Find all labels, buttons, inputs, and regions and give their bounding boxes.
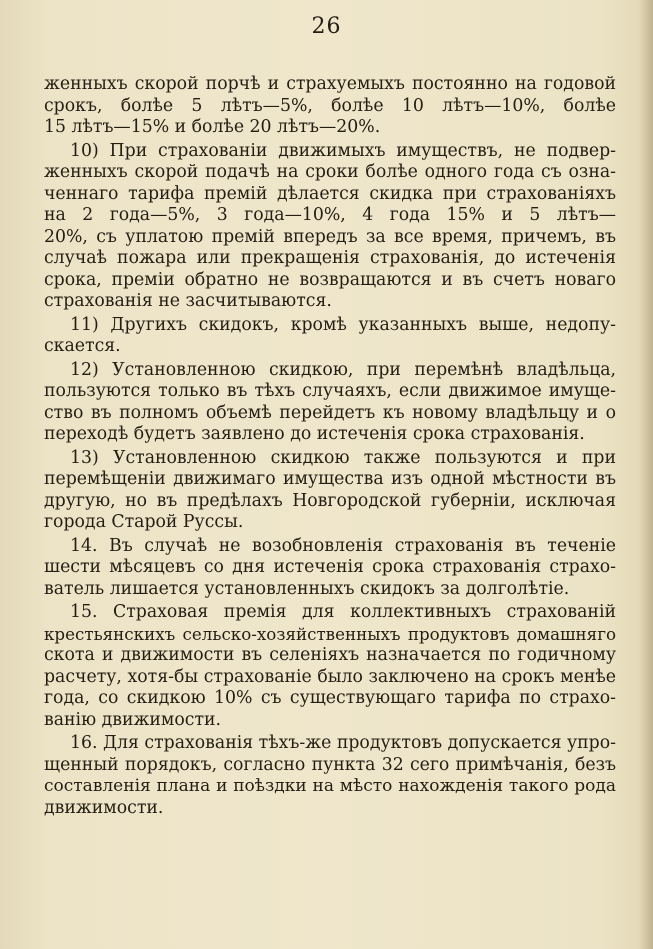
text-line: скота и движимости въ селеніяхъ назначается по годичному bbox=[44, 645, 616, 665]
text-line: другую, но въ предѣлахъ Новгородской губерніи, исключая bbox=[44, 490, 616, 511]
text-line: случаѣ пожара или прекращенія страхованія, до истеченія bbox=[44, 248, 616, 268]
text-line: движимости. bbox=[44, 797, 164, 818]
text-line: на 2 года—5%, 3 года—10%, 4 года 15% и 5 лѣтъ— bbox=[44, 205, 616, 225]
text-line: ватель лишается установленныхъ скидокъ за долголѣтіе. bbox=[44, 578, 570, 599]
text-line: ванію движимости. bbox=[44, 709, 222, 730]
page-number: 26 bbox=[311, 14, 342, 39]
text-line: составленія плана и поѣздки на мѣсто нахожденія такого рода bbox=[44, 776, 616, 796]
text-line: 14. Въ случаѣ не возобновленія страхованія въ теченіе bbox=[70, 535, 616, 556]
text-line: 20%, съ уплатою премій впередъ за все время, причемъ, въ bbox=[44, 226, 616, 247]
text-line: ченнаго тарифа премій дѣлается скидка при страхованіяхъ bbox=[44, 183, 616, 204]
text-line: ство въ полномъ объемѣ перейдетъ къ новому владѣльцу и о bbox=[44, 402, 616, 423]
text-line: скается. bbox=[44, 336, 121, 356]
text-line: страхованія не засчитываются. bbox=[44, 291, 332, 311]
text-line: 15. Страховая премія для коллективныхъ страхованій bbox=[70, 602, 616, 622]
text-line: женныхъ скорой порчѣ и страхуемыхъ постоянно на годовой bbox=[44, 74, 616, 94]
text-line: расчету, хотя-бы страхованіе было заключено на срокъ менѣе bbox=[44, 666, 616, 687]
text-line: 13) Установленною скидкою также пользуются и при bbox=[70, 447, 616, 468]
text-line: 10) При страхованіи движимыхъ имуществъ, не подвер- bbox=[70, 140, 616, 161]
text-line: перемѣщеніи движимаго имущества изъ одной мѣстности въ bbox=[44, 469, 616, 489]
text-line: 11) Другихъ скидокъ, кромѣ указанныхъ выше, недопу- bbox=[70, 314, 616, 335]
text-line: шести мѣсяцевъ со дня истеченія срока страхованія страхо- bbox=[44, 557, 616, 577]
text-line: срока, преміи обратно не возвращаются и въ счетъ новаго bbox=[44, 269, 616, 290]
text-line: женныхъ скорой подачѣ на сроки болѣе одного года съ озна- bbox=[44, 162, 616, 182]
text-line: 15 лѣтъ—15% и болѣе 20 лѣтъ—20%. bbox=[44, 117, 381, 137]
text-line: пользуются только въ тѣхъ случаяхъ, если движимое имуще- bbox=[44, 381, 616, 401]
text-line: года, со скидкою 10% съ существующаго тарифа по страхо- bbox=[44, 688, 616, 708]
text-line: щенный порядокъ, согласно пункта 32 сего примѣчанія, безъ bbox=[44, 754, 616, 775]
text-line: переходѣ будетъ заявлено до истеченія срока страхованія. bbox=[44, 424, 585, 444]
page-edge-shadow bbox=[639, 0, 653, 949]
text-line: 12) Установленною скидкою, при перемѣнѣ владѣльца, bbox=[70, 359, 616, 380]
page-body bbox=[44, 74, 616, 819]
text-line: города Старой Руссы. bbox=[44, 512, 244, 532]
text-line: крестьянскихъ сельско-хозяйственныхъ продуктовъ домашняго bbox=[44, 623, 616, 644]
text-line: срокъ, болѣе 5 лѣтъ—5%, болѣе 10 лѣтъ—10%, болѣе bbox=[44, 95, 616, 116]
text-line: 16. Для страхованія тѣхъ-же продуктовъ допускается упро- bbox=[70, 733, 616, 753]
